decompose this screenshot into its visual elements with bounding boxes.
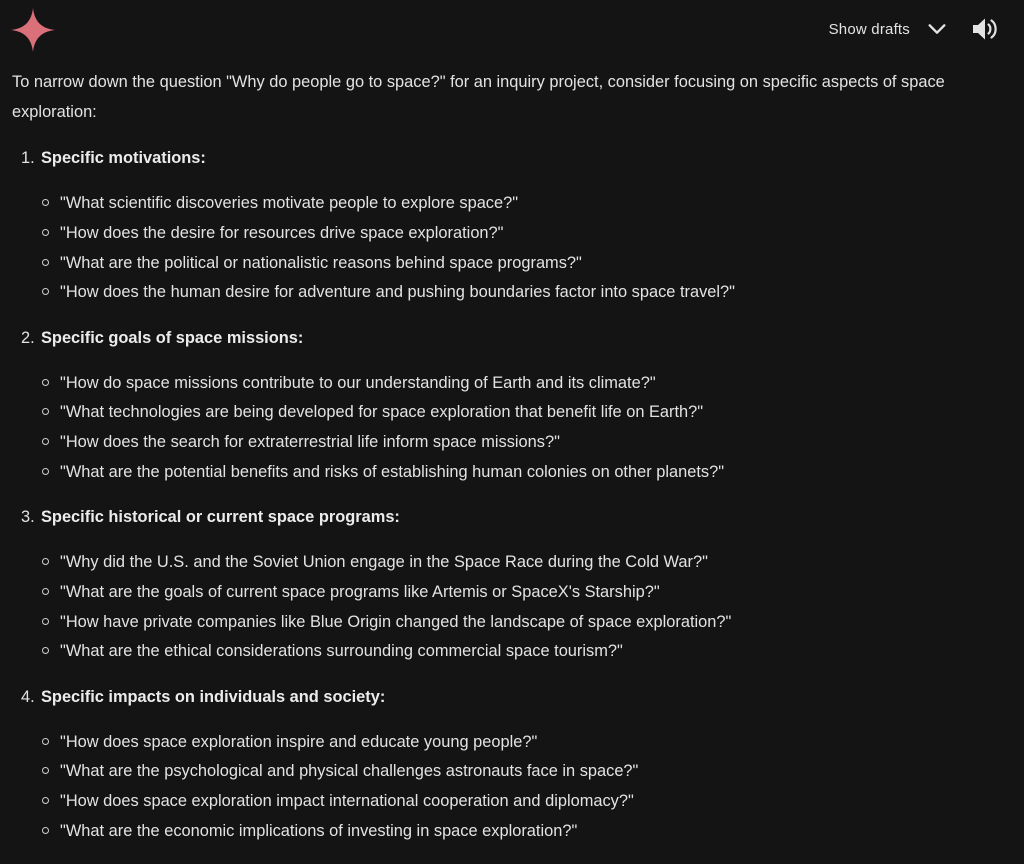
question-text: "What scientific discoveries motivate people to explore space?"	[60, 194, 519, 213]
question-list	[12, 189, 1012, 308]
bullet-icon	[42, 468, 49, 475]
section-title: Specific historical or current space programs:	[41, 508, 400, 527]
intro-paragraph: To narrow down the question "Why do people go to space?" for an inquiry project, consider focusing on specific aspects of space exploration:	[12, 73, 945, 121]
speaker-icon[interactable]	[970, 14, 1000, 44]
bullet-icon	[42, 558, 49, 565]
section-programs	[12, 503, 1012, 667]
question-text: "How does space exploration impact international cooperation and diplomacy?"	[60, 792, 634, 811]
bullet-icon	[42, 288, 49, 295]
bullet-icon	[42, 408, 49, 415]
question-text: "What technologies are being developed for space exploration that benefit life on Earth?"	[60, 403, 704, 422]
list-item	[42, 787, 1012, 817]
question-text: "What are the potential benefits and risks of establishing human colonies on other planets?"	[60, 462, 725, 481]
section-title: Specific goals of space missions:	[41, 328, 304, 347]
question-text: "What are the ethical considerations surrounding commercial space tourism?"	[60, 642, 623, 661]
show-drafts-button[interactable]	[829, 18, 948, 40]
question-list	[12, 369, 1012, 488]
list-item	[42, 398, 1012, 428]
show-drafts-label: Show drafts	[828, 20, 910, 38]
bullet-icon	[42, 618, 49, 625]
list-item	[42, 608, 1012, 638]
section-number: 3.	[21, 508, 35, 527]
section-heading	[12, 324, 1012, 354]
question-text: "What are the political or nationalistic reasons behind space programs?"	[60, 253, 582, 272]
bullet-icon	[42, 738, 49, 745]
list-item	[42, 578, 1012, 608]
response-toolbar	[829, 12, 1000, 46]
question-text: "Why did the U.S. and the Soviet Union engage in the Space Race during the Cold War?"	[60, 553, 708, 572]
list-item	[42, 458, 1012, 488]
section-heading	[12, 683, 1012, 713]
chevron-down-icon[interactable]	[926, 18, 948, 40]
list-item	[42, 249, 1012, 279]
list-item	[42, 219, 1012, 249]
question-list	[12, 728, 1012, 847]
bullet-icon	[42, 647, 49, 654]
bullet-icon	[42, 438, 49, 445]
question-text: "What are the psychological and physical challenges astronauts face in space?"	[60, 762, 639, 781]
bullet-icon	[42, 229, 49, 236]
section-title: Specific impacts on individuals and society:	[41, 687, 386, 706]
question-text: "What are the economic implications of investing in space exploration?"	[60, 821, 578, 840]
list-item	[42, 637, 1012, 667]
question-text: "How does the human desire for adventure and pushing boundaries factor into space travel?"	[60, 283, 735, 302]
section-heading	[12, 503, 1012, 533]
question-text: "How does the desire for resources drive space exploration?"	[60, 223, 504, 242]
section-goals	[12, 324, 1012, 488]
bullet-icon	[42, 259, 49, 266]
section-number: 1.	[21, 149, 35, 168]
list-item	[42, 548, 1012, 578]
question-text: "How have private companies like Blue Origin changed the landscape of space exploration?"	[60, 612, 732, 631]
question-list	[12, 548, 1012, 667]
section-impacts	[12, 683, 1012, 847]
question-text: "How does the search for extraterrestrial life inform space missions?"	[60, 433, 560, 452]
bullet-icon	[42, 827, 49, 834]
list-item	[42, 189, 1012, 219]
list-item	[42, 728, 1012, 758]
sparkle-logo-icon	[10, 7, 56, 53]
question-text: "How does space exploration inspire and educate young people?"	[60, 732, 538, 751]
list-item	[42, 817, 1012, 847]
bullet-icon	[42, 199, 49, 206]
section-title: Specific motivations:	[41, 149, 206, 168]
list-item	[42, 278, 1012, 308]
bullet-icon	[42, 767, 49, 774]
question-text: "How do space missions contribute to our understanding of Earth and its climate?"	[60, 373, 656, 392]
section-heading	[12, 144, 1012, 174]
list-item	[42, 369, 1012, 399]
section-number: 4.	[21, 687, 35, 706]
response-content	[12, 68, 1012, 862]
bullet-icon	[42, 588, 49, 595]
question-text: "What are the goals of current space programs like Artemis or SpaceX's Starship?"	[60, 582, 660, 601]
section-motivations	[12, 144, 1012, 308]
bullet-icon	[42, 797, 49, 804]
section-number: 2.	[21, 328, 35, 347]
bullet-icon	[42, 379, 49, 386]
list-item	[42, 428, 1012, 458]
list-item	[42, 757, 1012, 787]
